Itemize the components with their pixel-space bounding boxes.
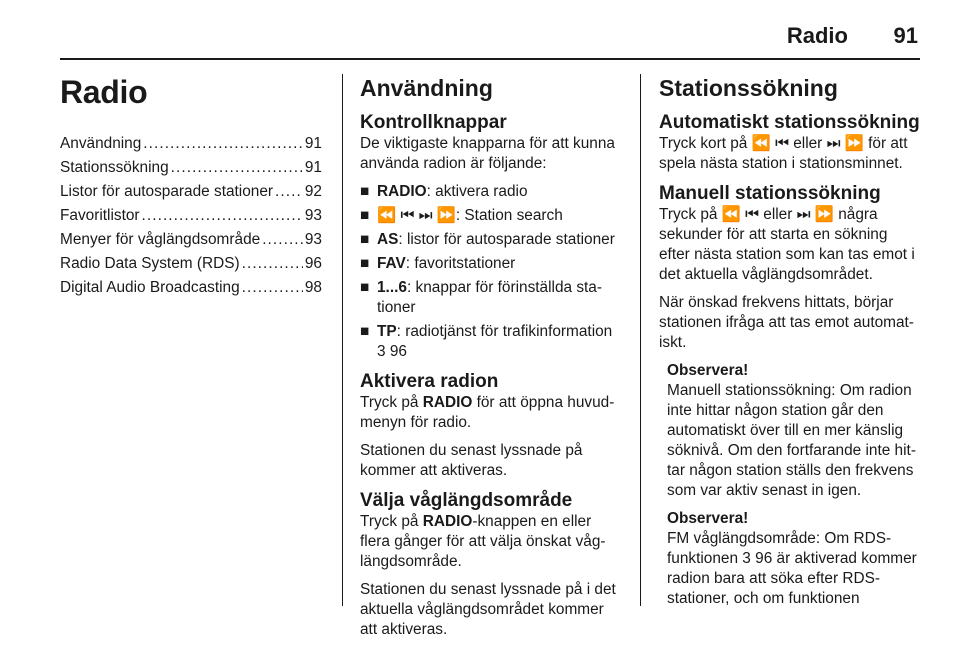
list-item: ■ FAV: favoritstationer (360, 255, 516, 272)
list-item: ■ 1...6: knappar för förinställda sta-tioner (360, 279, 602, 316)
section-title: Användning (360, 75, 493, 101)
list-item: ■ AS: listor för autosparade stationer (360, 231, 615, 248)
paragraph: Stationen du senast lyssnade på i det aktuella våglängdsområdet kommer att aktiveras. (360, 581, 616, 638)
toc-entry[interactable]: Radio Data System (RDS) . . . 96 (60, 254, 322, 274)
toc-entry[interactable]: Favoritlistor . . . 93 (60, 206, 322, 226)
note-box (659, 509, 921, 609)
bullet-icon: ■ (360, 231, 370, 248)
note-box (659, 361, 921, 501)
list-item: ■ TP: radiotjänst för trafikinformation 3 96 (360, 323, 613, 360)
paragraph: Tryck på ⏪ ⏮ eller ⏭ ⏩ några sekunder för att starta en sökning efter nästa station som kan tas emot i det aktuella våglängdsområdet. (659, 206, 915, 283)
page-number: 91 (893, 23, 918, 48)
toc-entry[interactable]: Stationssökning . . . 91 (60, 158, 322, 178)
note-title: Observera! (667, 362, 749, 379)
subsection-heading: Manuell stationssökning (659, 183, 881, 204)
toc-entry[interactable]: Listor för autosparade stationer . . . 92 (60, 182, 322, 202)
bullet-icon: ■ (360, 255, 370, 272)
chapter-title: Radio (60, 74, 148, 110)
subsection-heading: Aktivera radion (360, 371, 499, 392)
note-title: Observera! (667, 510, 749, 527)
paragraph: Tryck på RADIO-knappen en eller flera gånger för att välja önskat våg-längdsområde. (360, 513, 606, 570)
column-divider (640, 74, 641, 606)
toc-entry[interactable]: Användning . . . 91 (60, 134, 322, 154)
table-of-contents (60, 134, 322, 298)
paragraph: När önskad frekvens hittats, börjar stationen ifråga att tas emot automat-iskt. (659, 294, 914, 351)
running-title: Radio (786, 23, 848, 48)
paragraph: Tryck på RADIO för att öppna huvud-menyn för radio. (360, 394, 615, 431)
bullet-icon: ■ (360, 279, 370, 296)
paragraph: De viktigaste knapparna för att kunna använda radion är följande: (360, 135, 615, 172)
subsection-heading: Automatiskt stationssökning (659, 112, 920, 133)
toc-entry[interactable]: Digital Audio Broadcasting . . . 98 (60, 278, 322, 298)
page-header (60, 8, 920, 58)
column-toc (60, 74, 322, 302)
bullet-icon: ■ (360, 183, 370, 200)
subsection-heading: Kontrollknappar (360, 112, 507, 133)
column-usage (360, 74, 625, 648)
bullet-icon: ■ (360, 323, 370, 340)
bullet-icon: ■ (360, 207, 370, 224)
paragraph: Stationen du senast lyssnade på kommer att aktiveras. (360, 442, 583, 479)
note-text: Manuell stationssökning: Om radion inte hittar någon station går den automatiskt över till en mer känslig söknivå. Om den fortfarande inte hit-tar någon station ställs den frekvens som var aktiv senast in igen. (667, 382, 916, 499)
page-reference[interactable]: 3 96 (377, 343, 407, 360)
column-divider (342, 74, 343, 606)
section-title: Stationssökning (659, 75, 838, 101)
column-station-search (659, 74, 921, 617)
list-item: ■ ⏪ ⏮ ⏭ ⏩: Station search (360, 207, 563, 224)
seek-buttons-icon: ⏪ ⏮ ⏭ ⏩ (377, 207, 456, 224)
header-rule (60, 58, 920, 60)
list-item: ■ RADIO: aktivera radio (360, 183, 528, 200)
controls-list (360, 182, 625, 362)
paragraph: Tryck kort på ⏪ ⏮ eller ⏭ ⏩ för att spela nästa station i stationsminnet. (659, 135, 908, 172)
toc-entry[interactable]: Menyer för våglängdsområde . . . 93 (60, 230, 322, 250)
subsection-heading: Välja våglängdsområde (360, 490, 573, 511)
note-text: FM våglängdsområde: Om RDS-funktionen 3 96 är aktiverad kommer radion bara att söka efter RDS-stationer, och om funktionen (667, 530, 917, 607)
